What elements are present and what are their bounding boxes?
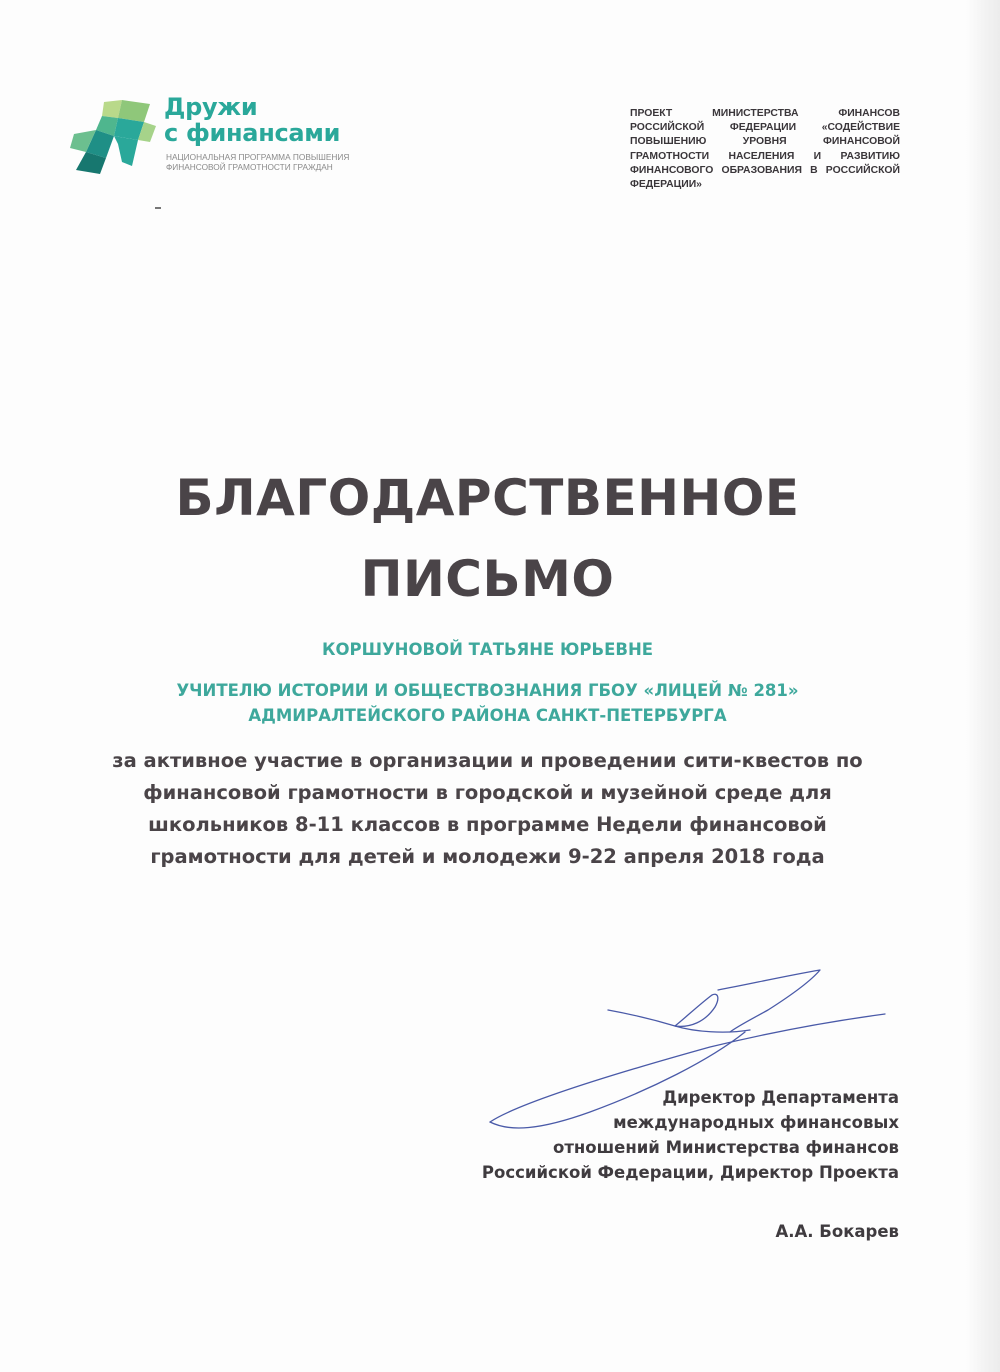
signature-stroke xyxy=(608,994,718,1026)
scan-mark xyxy=(155,207,161,209)
letter-body-line3: школьников 8-11 классов в программе Недели финансовой xyxy=(148,813,827,836)
letter-body-line4: грамотности для детей и молодежи 9-22 апреля 2018 года xyxy=(150,845,825,868)
logo-title-line1: Дружи xyxy=(164,93,258,121)
letter-body-line1: за активное участие в организации и проведении сити-квестов по xyxy=(112,749,863,772)
logo-subtitle xyxy=(166,152,349,172)
logo-facet xyxy=(118,100,150,122)
letter-heading-line2: ПИСЬМО xyxy=(360,550,615,608)
letter-body xyxy=(70,745,905,873)
signer-title-line1: Директор Департамента xyxy=(662,1088,899,1107)
letter-heading-line1: БЛАГОДАРСТВЕННОЕ xyxy=(175,469,800,527)
signer-title xyxy=(482,1085,899,1185)
logo-subtitle-line1: НАЦИОНАЛЬНАЯ ПРОГРАММА ПОВЫШЕНИЯ xyxy=(166,152,350,162)
recipient-position-line2: АДМИРАЛТЕЙСКОГО РАЙОНА САНКТ-ПЕТЕРБУРГА xyxy=(248,706,727,725)
logo-title-line2: с финансами xyxy=(164,119,341,147)
project-description: ПРОЕКТ МИНИСТЕРСТВА ФИНАНСОВ РОССИЙСКОЙ ФЕДЕРАЦИИ «СОДЕЙСТВИЕ ПОВЫШЕНИЮ УРОВНЯ ФИНАНСОВОЙ ГРАМОТНОСТИ НАСЕЛЕНИЯ И РАЗВИТИЮ ФИНАНСОВОГО ОБРАЗОВАНИЯ В РОССИЙСКОЙ ФЕДЕРАЦИИ» xyxy=(630,108,900,191)
signer-title-line3: отношений Министерства финансов xyxy=(553,1138,899,1157)
logo xyxy=(66,94,366,184)
logo-mark-icon xyxy=(66,96,156,176)
signer-title-line4: Российской Федерации, Директор Проекта xyxy=(481,1163,899,1182)
logo-subtitle-line2: ФИНАНСОВОЙ ГРАМОТНОСТИ ГРАЖДАН xyxy=(166,162,333,172)
signature-stroke xyxy=(718,970,820,1032)
letter-body-line2: финансовой грамотности в городской и музейной среде для xyxy=(143,781,832,804)
recipient-name: КОРШУНОВОЙ ТАТЬЯНЕ ЮРЬЕВНЕ xyxy=(321,640,654,659)
signer-title-line2: международных финансовых xyxy=(613,1113,899,1132)
recipient-position-line1: УЧИТЕЛЮ ИСТОРИИ И ОБЩЕСТВОЗНАНИЯ ГБОУ «ЛИЦЕЙ № 281» xyxy=(176,681,799,700)
signer-name: А.А. Бокарев xyxy=(775,1222,899,1241)
logo-facet xyxy=(114,136,138,166)
logo-title xyxy=(164,94,340,146)
